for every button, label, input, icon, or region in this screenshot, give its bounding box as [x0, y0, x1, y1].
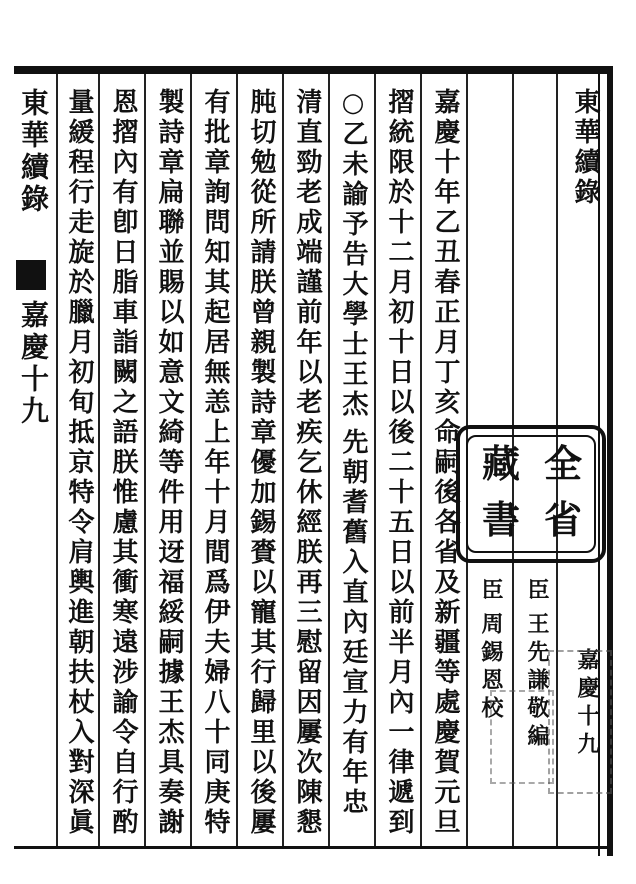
faint-stamp [490, 690, 554, 784]
text-column-8: 恩摺內有卽日脂車詣闕之語朕惟慮其衝寒遠涉諭令自行酌 [108, 88, 138, 838]
editor-credit: 周錫恩校 [478, 612, 504, 724]
column-rule [328, 74, 330, 846]
editor-mark: 臣 [478, 578, 504, 606]
seal-char: 書 [482, 497, 521, 542]
text-column-2: 摺統限於十二月初十日以後二十五日以前半月內一律遞到 [384, 88, 414, 838]
library-seal [456, 425, 606, 563]
seal-char: 藏 [482, 441, 521, 486]
column-rule [144, 74, 146, 846]
fishtail-mark [16, 260, 46, 290]
footer-reign: 嘉慶十九 [17, 300, 50, 428]
column-rule [98, 74, 100, 846]
page-title: 東華續錄 [570, 88, 600, 208]
text-column-3a: 乙未諭予告大學士王杰 [338, 120, 368, 420]
column-rule [190, 74, 192, 846]
column-rule [282, 74, 284, 846]
column-rule [56, 74, 58, 846]
text-column-1: 嘉慶十年乙丑春正月丁亥命嗣後各省及新疆等處慶賀元旦 [430, 88, 460, 838]
column-rule [420, 74, 422, 846]
text-column-3b: 先朝耆舊入直內廷宣力有年忠 [338, 428, 368, 818]
column-rule [374, 74, 376, 846]
compiler-credit: 王先謙敬編 [524, 612, 550, 752]
text-column-4: 清直勁老成端謹前年以老疾乞休經朕再三慰留因屢次陳懇 [292, 88, 322, 838]
footer-book-title: 東華續錄 [17, 88, 50, 216]
text-column-6: 有批章詢問知其起居無恙上年十月間爲伊夫婦八十同庚特 [200, 88, 230, 838]
seal-char: 全 [544, 441, 583, 486]
compiler-mark: 臣 [524, 578, 550, 606]
top-border [14, 66, 612, 74]
paragraph-marker: ○ [338, 88, 368, 122]
text-column-7: 製詩章扁聯並賜以如意文綺等件用迓福綏嗣據王杰具奏謝 [154, 88, 184, 838]
text-column-9: 量緩程行走旋於臘月初旬抵京特令肩輿進朝扶杖入對深眞 [64, 88, 94, 838]
seal-char: 省 [544, 497, 583, 542]
faint-stamp [548, 650, 612, 794]
column-rule [236, 74, 238, 846]
side-label: 嘉慶十九 [574, 648, 600, 760]
bottom-border [14, 846, 612, 849]
text-column-5: 肫切勉從所請朕曾親製詩章優加錫賚以寵其行歸里以後屢 [246, 88, 276, 838]
